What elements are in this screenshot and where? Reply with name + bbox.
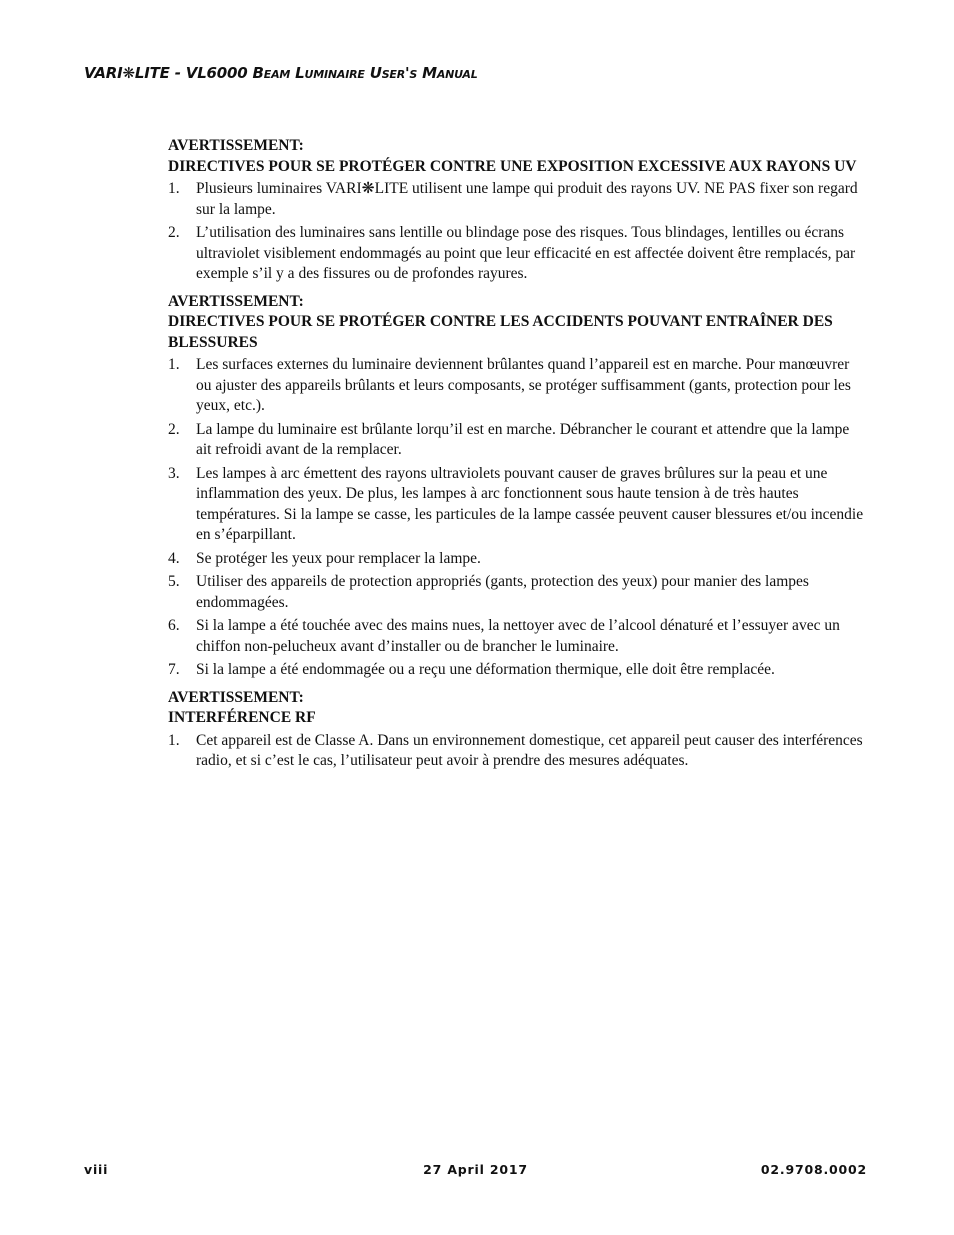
warning-heading: DIRECTIVES POUR SE PROTÉGER CONTRE LES ACCIDENTS POUVANT ENTRAÎNER DES BLESSURES [168,313,833,351]
list-item-number: 1. [168,180,180,197]
footer-date: 27 April 2017 [423,1162,528,1177]
list-item-number: 6. [168,617,180,634]
warning-heading: DIRECTIVES POUR SE PROTÉGER CONTRE UNE EXPOSITION EXCESSIVE AUX RAYONS UV [168,157,857,175]
header-brand: VARI❋LITE - VL6000 [84,64,253,82]
page-footer [84,1162,867,1178]
warning-label: AVERTISSEMENT: [168,137,304,154]
list-item-number: 1. [168,356,180,373]
list-item-text: Se protéger les yeux pour remplacer la lampe. [196,549,481,567]
list-item-number: 7. [168,661,180,678]
warning-label: AVERTISSEMENT: [168,688,304,706]
list-item [168,731,868,772]
list-item-number: 2. [168,420,180,438]
warning-heading: INTERFÉRENCE RF [168,709,316,726]
list-item-text: La lampe du luminaire est brûlante lorqu’il est en marche. Débrancher le courant et attendre que la lampe ait refroidi avant de la remplacer. [196,420,850,458]
footer-page-number: viii [84,1162,109,1177]
warning-section-injury [168,292,868,681]
list-item [168,549,868,570]
list-item [168,420,868,461]
warning-list [168,731,868,772]
warning-list [168,355,868,681]
list-item-text: Les lampes à arc émettent des rayons ultraviolets pouvant causer de graves brûlures sur la peau et une inflammation des yeux. De plus, les lampes à arc fonctionnent sous haute tension à de très hautes températures. Si la lampe se casse, les particules de la lampe cassée peuvent causer blessures et/ou incendie en s’éparpillant. [196,464,864,543]
list-item [168,572,868,613]
warning-section-rf [168,688,868,772]
list-item-number: 2. [168,224,180,241]
list-item-text: Plusieurs luminaires VARI❋LITE utilisent une lampe qui produit des rayons UV. NE PAS fixer son regard sur la lampe. [196,180,858,218]
list-item [168,179,868,220]
list-item-text: Les surfaces externes du luminaire deviennent brûlantes quand l’appareil est en marche. Pour manœuvrer ou ajuster des appareils brûlants et leurs composants, se protéger suffisamment (gants, protection pour les yeux, etc.). [196,356,851,414]
warning-label: AVERTISSEMENT: [168,292,304,310]
list-item-text: L’utilisation des luminaires sans lentille ou blindage pose des risques. Tous blindages, lentilles ou écrans ultraviolet visiblement endommagés au point que leur efficacité en est affectée doivent être remplacés, par exemple s’il y a des fissures ou de profondes rayures. [196,224,856,282]
list-item [168,464,868,546]
list-item-number: 4. [168,549,180,567]
header-manual-title: Beam Luminaire User's Manual [252,64,478,82]
list-item-text: Si la lampe a été touchée avec des mains nues, la nettoyer avec de l’alcool dénaturé et l’essuyer avec un chiffon non-pelucheux avant d’installer ou de brancher le luminaire. [196,617,840,655]
list-item [168,223,868,285]
list-item-text: Cet appareil est de Classe A. Dans un environnement domestique, cet appareil peut causer des interférences radio, et si c’est le cas, l’utilisateur peut avoir à prendre des mesures adéquates. [196,731,863,769]
running-header [84,64,478,82]
list-item [168,660,868,681]
warning-list [168,179,868,285]
list-item-number: 5. [168,573,180,590]
document-body [168,136,868,779]
warning-section-uv [168,136,868,285]
list-item-number: 1. [168,731,180,749]
list-item [168,355,868,417]
list-item-text: Utiliser des appareils de protection appropriés (gants, protection des yeux) pour manier des lampes endommagées. [196,573,809,611]
list-item [168,616,868,657]
footer-doc-number: 02.9708.0002 [760,1162,867,1177]
list-item-text: Si la lampe a été endommagée ou a reçu une déformation thermique, elle doit être remplacée. [196,661,775,678]
list-item-number: 3. [168,464,180,482]
